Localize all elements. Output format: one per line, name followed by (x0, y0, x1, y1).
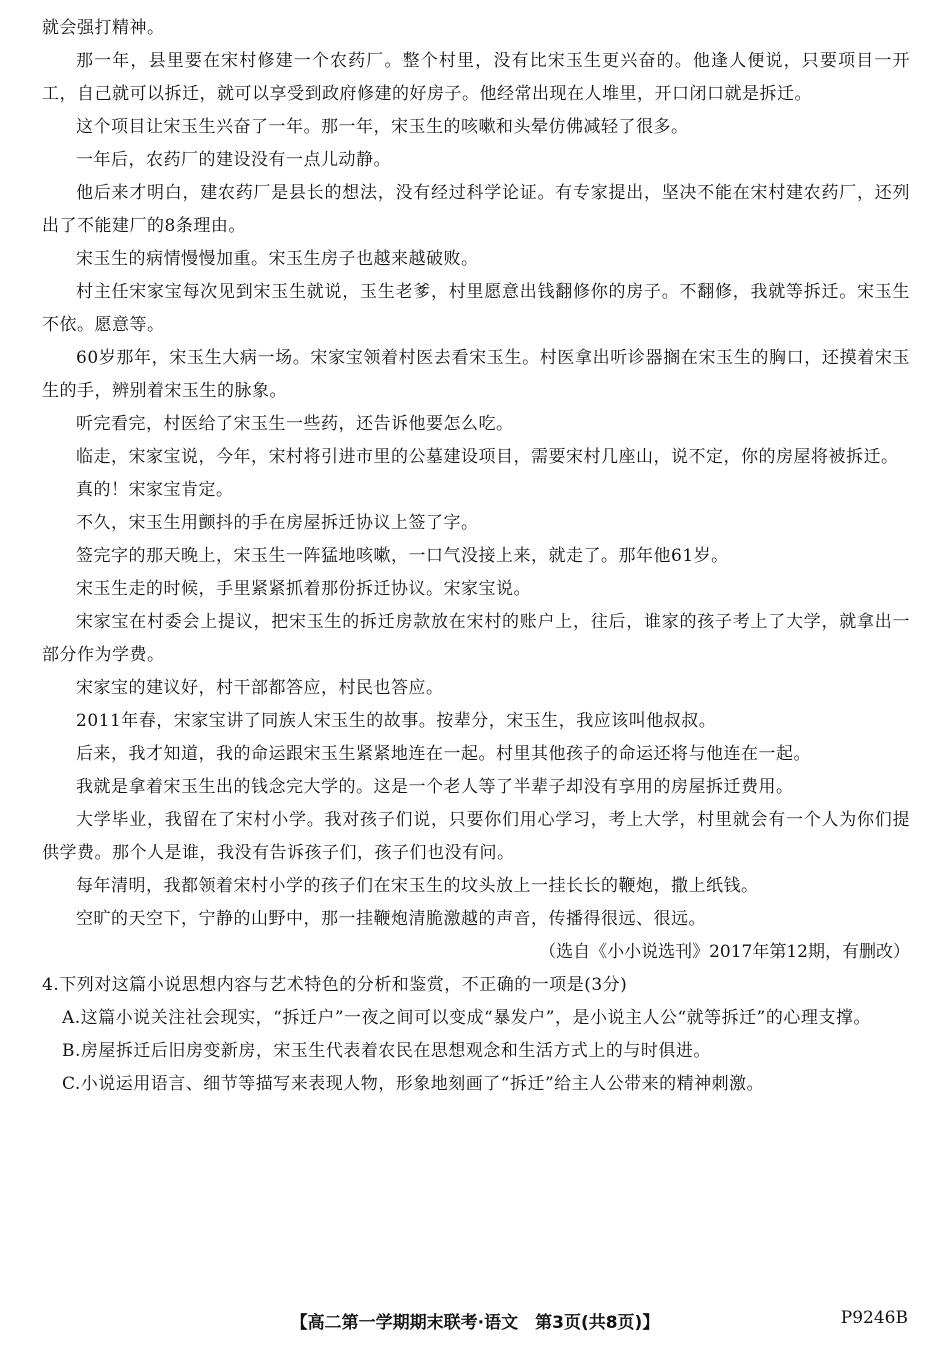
story-paragraph: 宋玉生的病情慢慢加重。宋玉生房子也越来越破败。 (76, 249, 479, 269)
story-paragraph: 空旷的天空下，宁静的山野中，那一挂鞭炮清脆激越的声音，传播得很远、很远。 (76, 909, 706, 929)
option-b: B.房屋拆迁后旧房变新房，宋玉生代表着农民在思想观念和生活方式上的与时俱进。 (62, 1041, 711, 1061)
story-paragraph: 临走，宋家宝说，今年，宋村将引进市里的公墓建设项目，需要宋村几座山，说不定，你的房屋将被拆迁。 (76, 447, 899, 467)
option-a: A.这篇小说关注社会现实，“拆迁户”一夜之间可以变成“暴发户”，是小说主人公“就等拆迁”的心理支撑。 (62, 1008, 871, 1028)
story-paragraph: 后来，我才知道，我的命运跟宋玉生紧紧地连在一起。村里其他孩子的命运还将与他连在一起。 (76, 744, 811, 764)
question-stem: 4.下列对这篇小说思想内容与艺术特色的分析和鉴赏，不正确的一项是(3分) (42, 975, 628, 995)
story-paragraph: 真的！宋家宝肯定。 (76, 480, 234, 500)
story-paragraph: 宋玉生走的时候，手里紧紧抓着那份拆迁协议。宋家宝说。 (76, 579, 531, 599)
story-paragraph: 村主任宋家宝每次见到宋玉生就说，玉生老爹，村里愿意出钱翻修你的房子。不翻修，我就等拆迁。宋玉生不依。愿意等。 (42, 282, 910, 335)
page-footer (0, 1308, 950, 1338)
story-paragraph: 2011年春，宋家宝讲了同族人宋玉生的故事。按辈分，宋玉生，我应该叫他叔叔。 (76, 711, 717, 731)
story-paragraph: 签完字的那天晚上，宋玉生一阵猛地咳嗽，一口气没接上来，就走了。那年他61岁。 (76, 546, 729, 566)
footer-code: P9246B (840, 1308, 908, 1328)
story-paragraph: 这个项目让宋玉生兴奋了一年。那一年，宋玉生的咳嗽和头晕仿佛减轻了很多。 (76, 117, 689, 137)
story-paragraph: 一年后，农药厂的建设没有一点儿动静。 (76, 150, 391, 170)
footer-title: 【高二第一学期期末联考·语文 第3页(共8页)】 (290, 1313, 660, 1333)
story-paragraph: 60岁那年，宋玉生大病一场。宋家宝领着村医去看宋玉生。村医拿出听诊器搁在宋玉生的胸口，还摸着宋玉生的手，辨别着宋玉生的脉象。 (42, 348, 910, 401)
story-paragraph: 大学毕业，我留在了宋村小学。我对孩子们说，只要你们用心学习，考上大学，村里就会有一个人为你们提供学费。那个人是谁，我没有告诉孩子们，孩子们也没有问。 (42, 810, 910, 863)
story-paragraph: 不久，宋玉生用颤抖的手在房屋拆迁协议上签了字。 (76, 513, 479, 533)
story-paragraph: 宋家宝的建议好，村干部都答应，村民也答应。 (76, 678, 444, 698)
story-paragraph: 就会强打精神。 (42, 18, 165, 38)
story-paragraph: 每年清明，我都领着宋村小学的孩子们在宋玉生的坟头放上一挂长长的鞭炮，撒上纸钱。 (76, 876, 759, 896)
story-paragraph: 他后来才明白，建农药厂是县长的想法，没有经过科学论证。有专家提出，坚决不能在宋村建农药厂，还列出了不能建厂的8条理由。 (42, 183, 910, 236)
page-content (42, 12, 910, 1101)
story-paragraph: 听完看完，村医给了宋玉生一些药，还告诉他要怎么吃。 (76, 414, 514, 434)
story-paragraph: 那一年，县里要在宋村修建一个农药厂。整个村里，没有比宋玉生更兴奋的。他逢人便说，只要项目一开工，自己就可以拆迁，就可以享受到政府修建的好房子。他经常出现在人堆里，开口闭口就是拆迁。 (42, 51, 910, 104)
option-c: C.小说运用语言、细节等描写来表现人物，形象地刻画了“拆迁”给主人公带来的精神刺激。 (62, 1074, 765, 1094)
story-paragraph: 我就是拿着宋玉生出的钱念完大学的。这是一个老人等了半辈子却没有享用的房屋拆迁费用。 (76, 777, 794, 797)
story-paragraph: 宋家宝在村委会上提议，把宋玉生的拆迁房款放在宋村的账户上，往后，谁家的孩子考上了大学，就拿出一部分作为学费。 (42, 612, 910, 665)
story-source: （选自《小小说选刊》2017年第12期，有删改） (539, 942, 910, 962)
